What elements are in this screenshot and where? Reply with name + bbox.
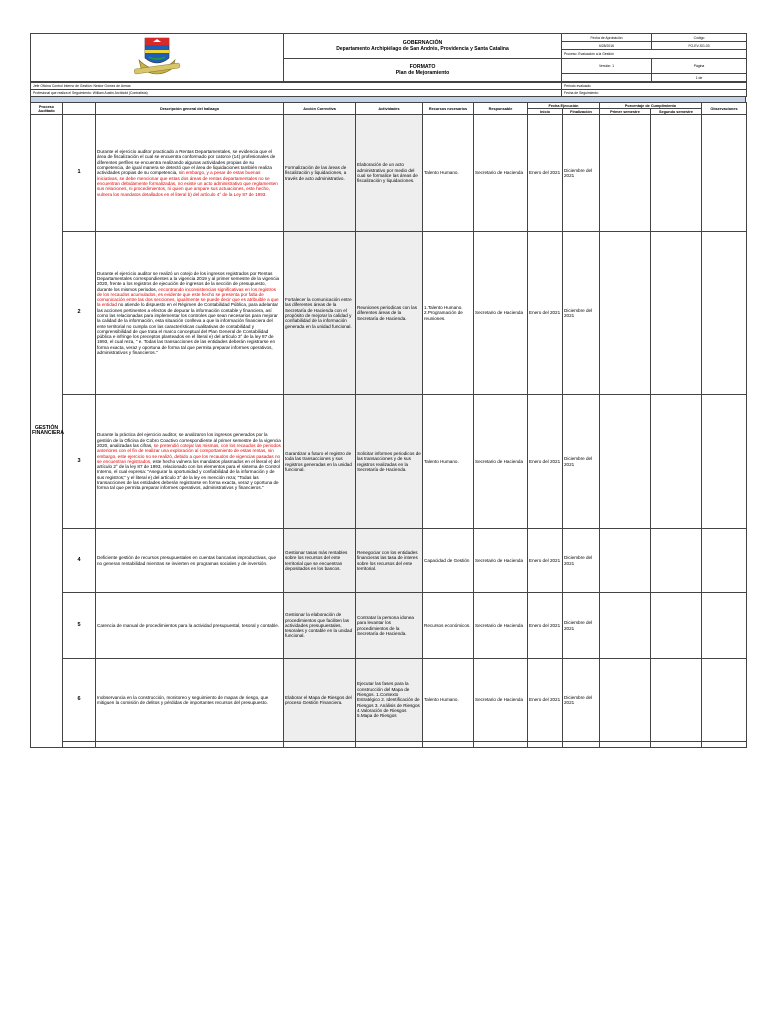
end-date: Diciembre del 2021: [563, 593, 600, 659]
responsible: Secretario de Hacienda: [474, 659, 528, 742]
table-row: [31, 232, 747, 395]
col-segundo-semestre: Segundo semestre: [651, 109, 702, 115]
first-semester-cell: [600, 395, 651, 529]
row-number: 3: [63, 395, 96, 529]
col-descripcion: Descripción general del hallazgo: [96, 103, 284, 115]
finding-text-cont: no atiende lo dispuesto en el Régimen de Contabilidad Pública, para adelantar las acciones pertinentes a efectos de depurar la información contable y financiera, así como las relacionadas para implementar los controles que sean necesarios para mejorar la calidad de la información, esta situación conlleva a que la información financiera del ente territorial no cumpla con las características cualitativas de contabilidad y comprensibilidad de que trata el marco conceptual del Plan General de Contabilidad pública e infringe los preceptos planteados en el literal e) del artículo 3° de la ley 87 de 1993, el cual reza, " e. Todas las transacciones de las entidades deberán registrarse en forma exacta, veraz y oportuna de forma tal que permita preparar informes operativos, administrativos y financieros.": [97, 302, 279, 356]
table-row: [31, 529, 747, 593]
table-row: [31, 395, 747, 529]
finding-description: [96, 232, 284, 395]
activities: Contratar la persona idonea para levantar los procedimientos de la Secretaría de Hacienda.: [356, 593, 423, 659]
info-block: [30, 82, 747, 97]
col-finalizacion: Finalización: [563, 109, 600, 115]
end-date: Diciembre del 2021: [563, 395, 600, 529]
row-number: 1: [63, 115, 96, 232]
followup-date-field: Fecha de Seguimiento:: [562, 90, 747, 97]
corrective-action: Gestionar tasas más rentables sobre los recursos del ente territorial que se encuentran depositados en los bancos.: [284, 529, 356, 593]
activities: Ejecutar las fases para la construcción del Mapa de Riesgos. 1.Contexto Estratégico 2. Identificación de Riesgos 3. Análisis de Riesgos 4.Valoración de Riesgos 5.Mapa de Riesgos: [356, 659, 423, 742]
document-title-block: [284, 34, 562, 59]
page-label: Página: [652, 58, 747, 73]
start-date: Enero del 2021: [528, 115, 563, 232]
corrective-action: Formalización de las áreas de fiscalización y liquidaciones, a través de acto administrativo.: [284, 115, 356, 232]
row-number: 5: [63, 593, 96, 659]
format-title-block: [284, 58, 562, 81]
evaluated-period-field: Periodo evaluado:: [562, 83, 747, 90]
second-semester-cell: [651, 659, 702, 742]
first-semester-cell: [600, 115, 651, 232]
resources: Talento Humano.: [423, 115, 474, 232]
department-name: Departamento Archipiélago de San Andrés, Providencia y Santa Catalina: [336, 45, 509, 52]
table-row: [31, 659, 747, 742]
table-row: [31, 593, 747, 659]
activities: Solicitar informes periodicos de las transacciones y de sus registros realizadas en la Secretaría de Hacienda.: [356, 395, 423, 529]
end-date: Diciembre del 2021: [563, 232, 600, 395]
col-porcentaje: Porcentaje de Cumplimiento: [600, 103, 702, 109]
end-date: Diciembre del 2021: [563, 115, 600, 232]
observations-cell: [702, 232, 747, 395]
version-label: Versión: 1: [562, 58, 652, 73]
org-name: GOBERNACIÓN: [402, 39, 443, 46]
end-date: Diciembre del 2021: [563, 659, 600, 742]
second-semester-cell: [651, 395, 702, 529]
resources: Talento Humano.: [423, 659, 474, 742]
observations-cell: [702, 659, 747, 742]
col-fecha-ejecucion: Fecha Ejecución: [528, 103, 600, 109]
code-value: FO-EV-SG-03: [652, 42, 747, 50]
second-semester-cell: [651, 115, 702, 232]
observations-cell: [702, 115, 747, 232]
responsible: Secretario de Hacienda: [474, 529, 528, 593]
start-date: Enero del 2021: [528, 395, 563, 529]
finding-text: Deficiente gestión de recursos presupuestales en cuentas bancarias improductivas, que no generan rentabilidad mientras se invierten en programas sociales y de inversión.: [97, 555, 277, 566]
finding-text-cont: este hecho vulnera los mandatos plasmados en el literal e) del artículo 2° de la ley 87 de 1993, relacionado con los elementos para el sistema de Control Interno, el cual expresa: "Asegurar la oportunidad y confiabilidad de la información y de sus registros;" y el literal e) del artículo 3° de la ley en mención reza; "Todas las transacciones de las entidades deberán registrarse en forma exacta, veraz y oportuna de forma tal que permita preparar informes operativos, administrativos y financieros.": [97, 458, 280, 491]
plan-title: Plan de Mejoramiento: [395, 69, 450, 76]
second-semester-cell: [651, 593, 702, 659]
start-date: Enero del 2021: [528, 529, 563, 593]
activities: Renegociar con los entidades financieras las tasa de interes sobre los recursos del ente territorial.: [356, 529, 423, 593]
end-date: Diciembre del 2021: [563, 529, 600, 593]
coat-of-arms-logo: [31, 34, 284, 82]
table-row-empty: [31, 742, 747, 748]
document-page: [30, 33, 746, 748]
col-accion: Acción Correctiva: [284, 103, 356, 115]
first-semester-cell: [600, 659, 651, 742]
responsible: Secretario de Hacienda: [474, 232, 528, 395]
row-number: 6: [63, 659, 96, 742]
resources: 1.Talento Humano. 2.Programación de reuniones.: [423, 232, 474, 395]
responsible: Secretario de Hacienda: [474, 395, 528, 529]
responsible: Secretario de Hacienda: [474, 593, 528, 659]
table-row: [31, 115, 747, 232]
code-label: Código: [652, 34, 747, 42]
observations-cell: [702, 529, 747, 593]
activities: Reuniones periodicas con las diferentes áreas de la Secretaría de Hacienda.: [356, 232, 423, 395]
observations-cell: [702, 593, 747, 659]
start-date: Enero del 2021: [528, 593, 563, 659]
finding-text: Carencia de manual de procedimientos para la actividad presupuestal, tesoral y contable.: [97, 622, 280, 628]
first-semester-cell: [600, 529, 651, 593]
resources: Capacidad de Gestión: [423, 529, 474, 593]
corrective-action: Garantizar a futuro el registro de toda las transacciones y sus registros generadas en la unidad funcional.: [284, 395, 356, 529]
corrective-action: Fortalecer la comunicación entre las diferentes áreas de la Secretaría de Hacienda con el propósito de mejorar la calidad y confiabilidad de la información generada en la unidad funcional.: [284, 232, 356, 395]
finding-text: Durante el ejercicio auditor practicado a Rentas Departamentales, se evidencia que el área de fiscalización el cual se encuentra conformado por catorce (14) profesionales de diferentes perfiles se encuentra realizando algunas actividades propias de su competencia, de igual manera se detectó que el área de liquidaciones también realiza actividades propias de su competencia,: [97, 149, 276, 176]
document-header: [30, 33, 747, 82]
finding-highlight: encontrando inconsistencias significativas en los registros de los recaudos acumulados, es evidente que este hecho se presenta por falta de comunicación entre las dos secciones, igualmente se puede decir que es atribuible a que la entidad: [97, 286, 279, 308]
professional-field: Profesional que realiza el Seguimiento: William Austin Archbold (Contratista): [31, 90, 562, 97]
resources: Recursos económicos.: [423, 593, 474, 659]
finding-description: [96, 659, 284, 742]
resources: Talento Humano.: [423, 395, 474, 529]
row-number: 4: [63, 529, 96, 593]
process-name: GESTIÓN FINANCIERA: [31, 115, 63, 748]
finding-description: [96, 395, 284, 529]
responsible: Secretario de Hacienda: [474, 115, 528, 232]
finding-description: [96, 593, 284, 659]
start-date: Enero del 2021: [528, 232, 563, 395]
format-label: FORMATO: [409, 63, 436, 70]
approval-date-value: 6/28/2016: [562, 42, 652, 50]
finding-description: [96, 115, 284, 232]
finding-highlight: se pretendió cotejar las mismas, con los recaudos de periodos anteriores con el fin de realizar una exploración al comportamiento de estas rentas, sin embargo, este ejercicio no se realizó, debido a que los recaudos de vigencias pasadas no se encuentran registrados,: [97, 442, 281, 464]
first-semester-cell: [600, 593, 651, 659]
col-responsable: Responsable: [474, 103, 528, 115]
col-inicio: Inicio: [528, 109, 563, 115]
page-value: 1 de: [652, 74, 747, 82]
finding-text: Inobservancia en la construcción, monitoreo y seguimiento de mapas de riesgo, que mitiguen la comisión de delitos y pérdidas de importantes recursos del presupuesto.: [97, 694, 269, 705]
finding-text: Durante el ejercicio auditor se realizó un cotejo de los ingresos registrados por Rentas Departamentales correspondientes a la vigencia 2019 y al primer semestre de la vigencia 2020, frente a los registros de ejecución de ingresos de la sección de presupuesto, durante los mismos periodos,: [97, 270, 280, 292]
approval-date-label: Fecha de Aprobación: [562, 34, 652, 42]
finding-description: [96, 529, 284, 593]
row-number: 2: [63, 232, 96, 395]
corrective-action: Gestionar la elaboración de procedimientos que faciliten las actividades presupuestales, tesorales y contable en la unidad funcional.: [284, 593, 356, 659]
start-date: Enero del 2021: [528, 659, 563, 742]
control-head-field: Jefe Oficina Control Interno de Gestión: Nestor Gómez de Armas: [31, 83, 562, 90]
finding-highlight: sin embargo, y a pesar de estas buenas iniciativas, se debe mencionar que estas dos áreas de rentas departamentales no se encuentran debidamente formalizadas, no existe un acto administrativo que reglamenten sus relaciones, ni procedimientos, ni quien que ampare sus actuaciones, este hecho, vulnera los mandatos detallados en el literal b) del artículo 4° de la Ley 87 de 1993.: [97, 170, 278, 197]
first-semester-cell: [600, 232, 651, 395]
corrective-action: Elaborar el Mapa de Riesgos del proceso Gestión Financiera.: [284, 659, 356, 742]
col-recursos: Recursos necesarios: [423, 103, 474, 115]
col-observaciones: Observaciones: [702, 103, 747, 115]
improvement-plan-table: [30, 102, 747, 748]
finding-text: Durante la práctica del ejercicio auditor, se analizaron los ingresos generados por la gestión de la Oficina de Cobro Coactivo correspondiente al primer semestre de la vigencia 2020, analizadas las cifras,: [97, 432, 281, 448]
observations-cell: [702, 395, 747, 529]
col-actividades: Actividades: [356, 103, 423, 115]
activities: Elaboración de un acto administrativo por medio del cual se formalice las áreas de fiscalización y liquidaciones.: [356, 115, 423, 232]
second-semester-cell: [651, 529, 702, 593]
process-label: Proceso: Evaluación a la Gestión: [562, 50, 747, 59]
col-proceso: Proceso Auditado: [31, 103, 63, 115]
second-semester-cell: [651, 232, 702, 395]
col-primer-semestre: Primer semestre: [600, 109, 651, 115]
